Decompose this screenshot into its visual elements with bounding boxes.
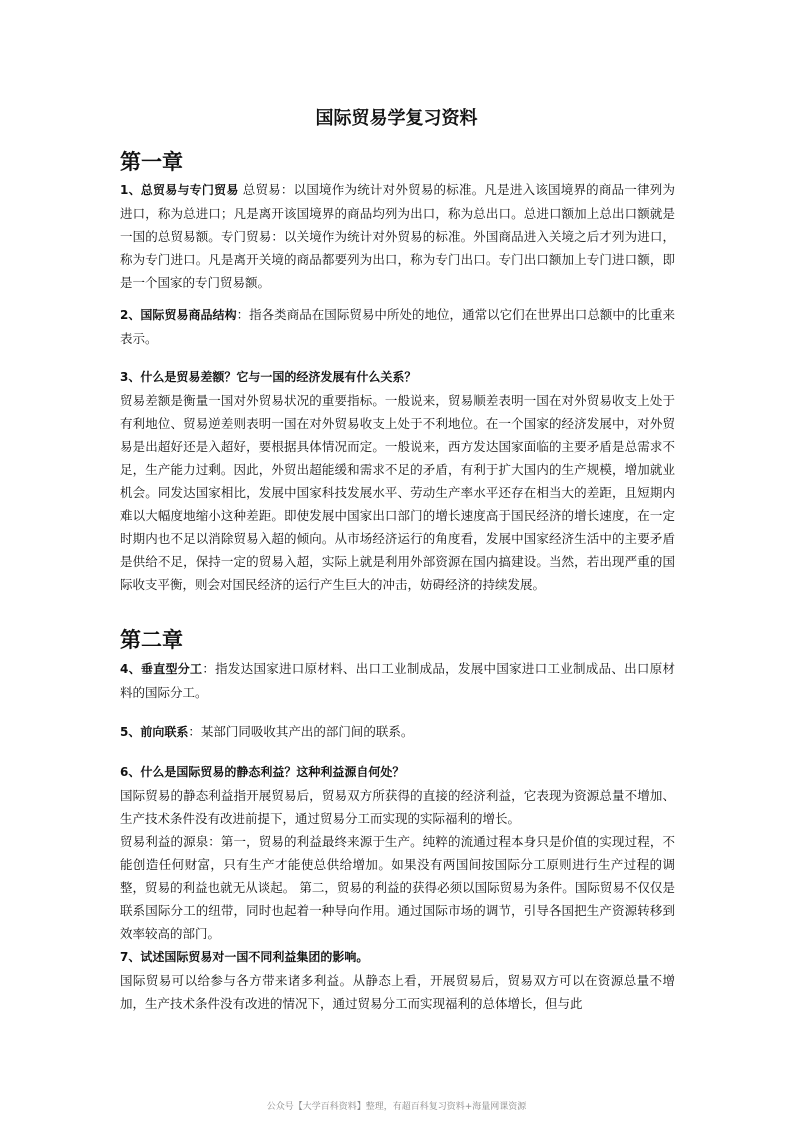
item-3-question: 3、什么是贸易差额？它与一国的经济发展有什么关系？	[120, 370, 417, 384]
item-5-block	[120, 720, 675, 744]
item-1-text: 总贸易：以国境作为统计对外贸易的标准。凡是进入该国境界的商品一律列为进口，称为总进口；凡是离开该国境界的商品均列为出口，称为总出口。总进口额加上总出口额就是一国的总贸易额。专门贸易：以关境作为统计对外贸易的标准。外国商品进入关境之后才列为进口，称为专门进口。凡是离开关境的商品都要列为出口，称为专门出口。专门出口额加上专门进口额，即是一个国家的专门贸易额。	[120, 182, 675, 290]
item-7-question: 7、试述国际贸易对一国不同利益集团的影响。	[120, 950, 369, 964]
item-6-para-2: 贸易利益的源泉：第一，贸易的利益最终来源于生产。纯粹的流通过程本身只是价值的实现过程，不能创造任何财富，只有生产才能使总供给增加。如果没有两国间按国际分工原则进行生产过程的调整，贸易的利益也就无从谈起。 第二，贸易的利益的获得必须以国际贸易为条件。国际贸易不仅仅是联系国际分工的纽带，同时也起着一种导向作用。通过国际市场的调节，引导各国把生产资源转移到效率较高的部门。	[120, 834, 675, 941]
item-6-para-1: 国际贸易的静态利益指开展贸易后，贸易双方所获得的直接的经济利益，它表现为资源总量不增加、生产技术条件没有改进前提下，通过贸易分工而实现的实际福利的增长。	[120, 788, 675, 826]
footer-note: 公众号【大学百科资料】整理，有超百科复习资料+海量网课资源	[266, 1102, 527, 1112]
item-6-question: 6、什么是国际贸易的静态利益？这种利益源自何处？	[120, 765, 405, 779]
item-2-text: ：指各类商品在国际贸易中所处的地位，通常以它们在世界出口总额中的比重来表示。	[120, 307, 675, 346]
item-3-answer: 贸易差额是衡量一国对外贸易状况的重要指标。一般说来，贸易顺差表明一国在对外贸易收支上处于有利地位、贸易逆差则表明一国在对外贸易收支上处于不利地位。在一个国家的经济发展中，对外贸易是出超好还是入超好，要根据具体情况而定。一般说来，西方发达国家面临的主要矛盾是总需求不足，生产能力过剩。因此，外贸出超能缓和需求不足的矛盾，有利于扩大国内的生产规模，增加就业机会。同发达国家相比，发展中国家科技发展水平、劳动生产率水平还存在相当大的差距，且短期内难以大幅度地缩小这种差距。即使发展中国家出口部门的增长速度高于国民经济的增长速度，在一定时期内也不足以消除贸易入超的倾向。从市场经济运行的角度看，发展中国家经济生活中的主要矛盾是供给不足，保持一定的贸易入超，实际上就是利用外部资源在国内搞建设。当然，若出现严重的国际收支平衡，则会对国民经济的运行产生巨大的冲击，妨碍经济的持续发展。	[120, 393, 675, 592]
item-6-block	[120, 761, 675, 945]
item-1-term: 1、总贸易与专门贸易	[120, 183, 239, 197]
item-7-block	[120, 946, 675, 1015]
chapter-2-heading: 第二章	[120, 628, 183, 652]
item-2-block	[120, 303, 675, 350]
item-3-block	[120, 366, 675, 596]
item-4-text: ：指发达国家进口原材料、出口工业制成品，发展中国家进口工业制成品、出口原材料的国际分工。	[120, 661, 675, 700]
chapter-1-heading: 第一章	[120, 150, 183, 174]
item-5-text: ：某部门同吸收其产出的部门间的联系。	[188, 724, 414, 739]
item-2-term: 2、国际贸易商品结构	[120, 308, 237, 322]
item-5-term: 5、前向联系	[120, 725, 189, 739]
document-title: 国际贸易学复习资料	[315, 108, 478, 129]
item-1-block	[120, 178, 675, 294]
item-4-block	[120, 657, 675, 704]
item-7-answer: 国际贸易可以给参与各方带来诸多利益。从静态上看，开展贸易后，贸易双方可以在资源总量不增加，生产技术条件没有改进的情况下，通过贸易分工而实现福利的总体增长，但与此	[120, 973, 675, 1011]
item-4-term: 4、垂直型分工	[120, 662, 203, 676]
